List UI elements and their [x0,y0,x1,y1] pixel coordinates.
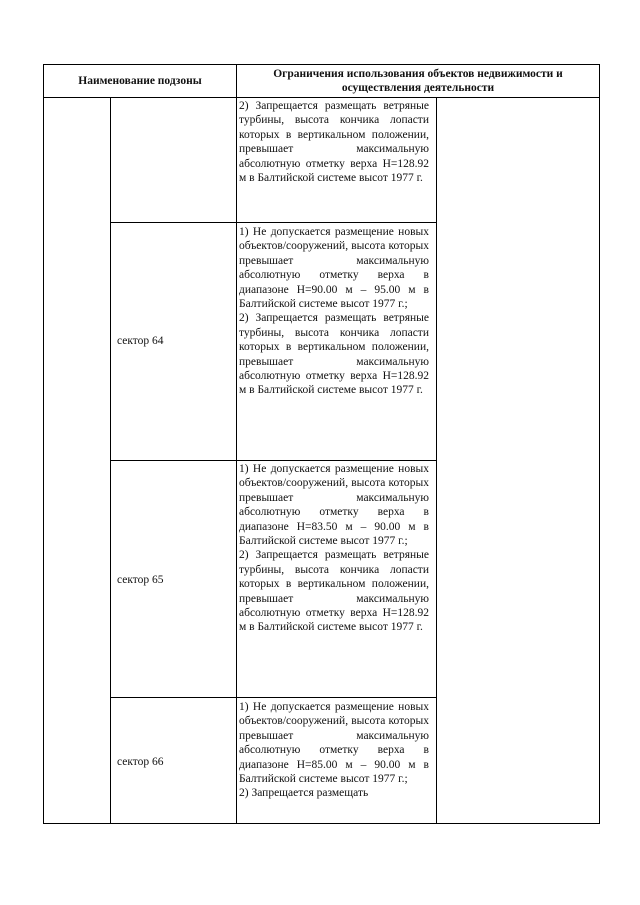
table-left-border [43,64,44,824]
column-divider-right [436,97,437,824]
row-divider [110,460,437,461]
header-restrictions: Ограничения использования объектов недвижимости и осуществления деятельности [273,68,563,94]
sector-65-label: сектор 65 [117,574,164,586]
sector-65-restrictions [239,462,429,635]
header-zone-name: Наименование подзоны [78,75,202,87]
restriction-text: 2) Запрещается размещать ветряные турбины, высота кончика лопасти которых в вертикальном положении, превышает максимальную абсолютную отметку верха H=128.92 м в Балтийской системе высот 1977 г. [239,549,429,634]
restriction-text: 1) Не допускается размещение новых объектов/сооружений, высота которых превышает максимальную абсолютную отметку верха в диапазоне H=83.50 м – 90.00 м в Балтийской системе высот 1977 г.; [239,463,429,548]
row-divider [110,697,437,698]
restriction-text: 1) Не допускается размещение новых объектов/сооружений, высота которых превышает максимальную абсолютную отметку верха в диапазоне H=85.00 м – 90.00 м в Балтийской системе высот 1977 г.; [239,701,429,786]
column-divider-main [236,97,237,824]
table-top-border [43,64,600,65]
column-divider-header [236,64,237,98]
sector-66-restrictions [239,700,429,801]
restriction-text: 1) Не допускается размещение новых объектов/сооружений, высота которых превышает максимальную абсолютную отметку верха в диапазоне H=90.00 м – 95.00 м в Балтийской системе высот 1977 г.; [239,226,429,311]
column-divider-sub [110,97,111,824]
sector-64-restrictions [239,225,429,398]
sector-64-label: сектор 64 [117,335,164,347]
table-right-border [599,64,600,824]
restriction-text: 2) Запрещается размещать ветряные турбины, высота кончика лопасти которых в вертикальном положении, превышает максимальную абсолютную отметку верха H=128.92 м в Балтийской системе высот 1977 г. [239,100,429,185]
table-bottom-border [43,823,600,824]
restriction-text: 2) Запрещается размещать ветряные турбины, высота кончика лопасти которых в вертикальном положении, превышает максимальную абсолютную отметку верха H=128.92 м в Балтийской системе высот 1977 г. [239,312,429,397]
row-divider [110,222,437,223]
table-row-continuation [239,99,429,185]
restriction-text: 2) Запрещается размещать [239,787,369,800]
header-bottom-border [43,97,600,98]
sector-66-label: сектор 66 [117,756,164,768]
